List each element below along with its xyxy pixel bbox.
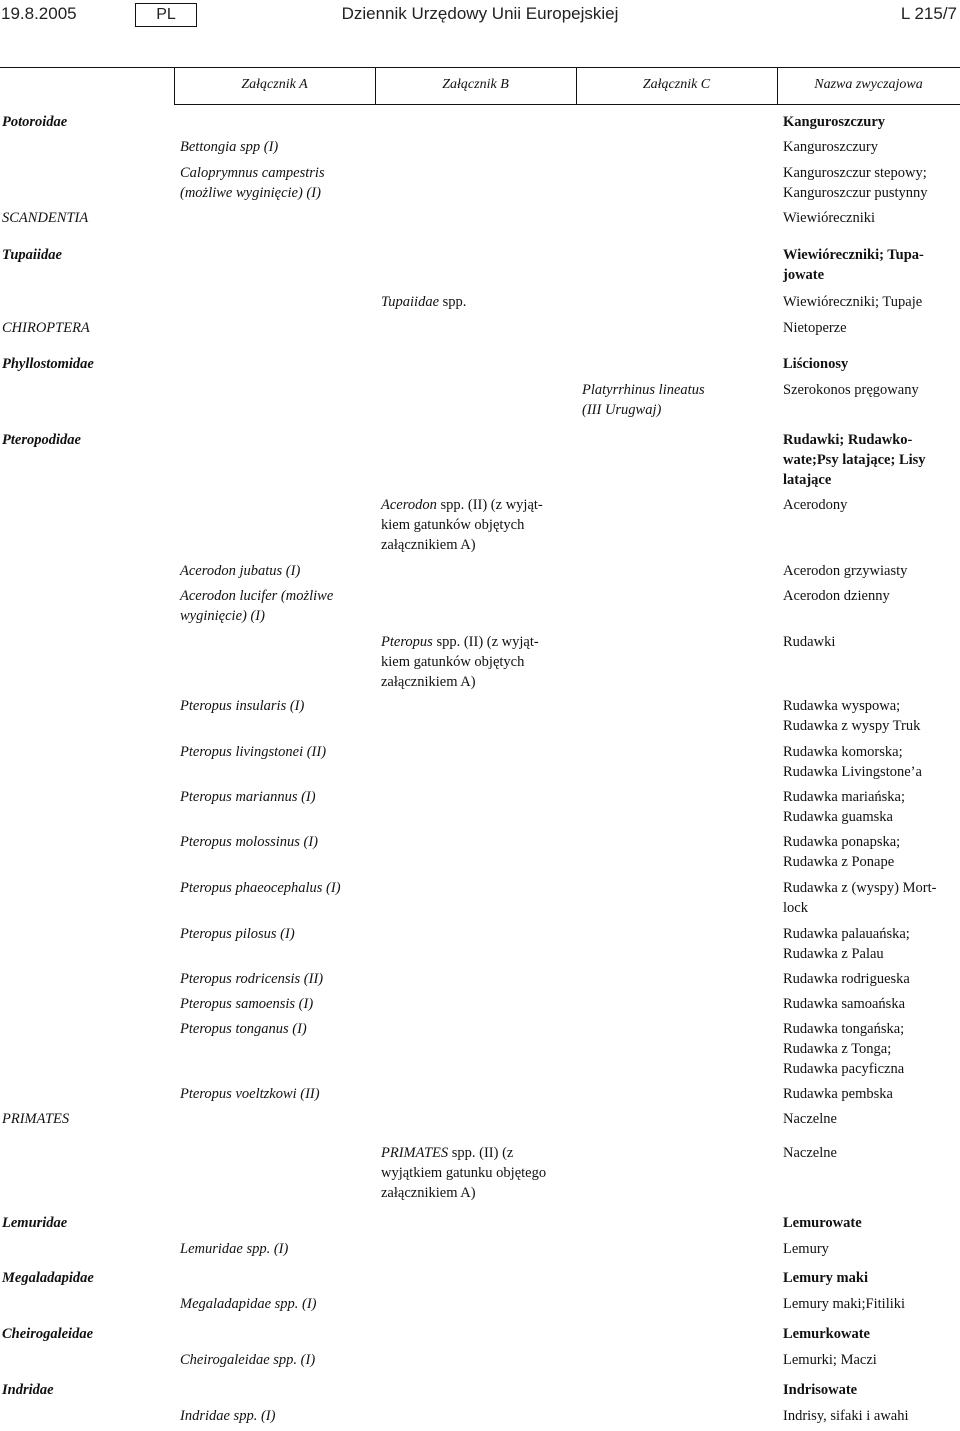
common-name-cell: Lemury maki;Fitiliki bbox=[783, 1296, 906, 1312]
order-name: SCANDENTIA bbox=[2, 210, 89, 226]
annex-a-cell: Bettongia spp (I) bbox=[180, 139, 279, 155]
common-name-cell: Rudawki; Rudawko- wate;Psy latające; Lisy latające bbox=[783, 432, 926, 488]
annex-b-cell: Tupaiidae spp. bbox=[381, 294, 467, 310]
common-name-cell: Wiewióreczniki; Tupa- jowate bbox=[783, 247, 924, 283]
order-name: CHIROPTERA bbox=[2, 320, 90, 336]
family-name: Phyllostomidae bbox=[2, 356, 94, 372]
annex-a-cell: Pteropus tonganus (I) bbox=[180, 1021, 307, 1037]
common-name-cell: Lemury bbox=[783, 1241, 829, 1257]
common-name-cell: Naczelne bbox=[783, 1145, 837, 1161]
annex-a-cell: Caloprymnus campestris (możliwe wyginięcie) (I) bbox=[180, 165, 325, 201]
common-name-cell: Rudawka ponapska; Rudawka z Ponape bbox=[783, 834, 901, 870]
common-name-cell: Rudawka wyspowa; Rudawka z wyspy Truk bbox=[783, 698, 921, 734]
common-name-cell: Lemurkowate bbox=[783, 1326, 870, 1342]
family-name: Indridae bbox=[2, 1382, 54, 1398]
language-box: PL bbox=[135, 3, 197, 27]
table-top-rule bbox=[0, 67, 960, 68]
annex-a-cell: Pteropus pilosus (I) bbox=[180, 926, 295, 942]
annex-a-cell: Pteropus rodricensis (II) bbox=[180, 971, 324, 987]
common-name-cell: Lemurowate bbox=[783, 1215, 862, 1231]
common-name-cell: Liścionosy bbox=[783, 356, 849, 372]
common-name-cell: Nietoperze bbox=[783, 320, 847, 336]
family-name: Tupaiidae bbox=[2, 247, 62, 263]
annex-a-cell: Lemuridae spp. (I) bbox=[180, 1241, 289, 1257]
common-name-cell: Rudawka mariańska; Rudawka guamska bbox=[783, 789, 906, 825]
column-header-common-name: Nazwa zwyczajowa bbox=[814, 77, 923, 92]
common-name-cell: Rudawka pembska bbox=[783, 1086, 893, 1102]
annex-a-cell: Pteropus insularis (I) bbox=[180, 698, 305, 714]
common-name-cell: Wiewióreczniki bbox=[783, 210, 876, 226]
common-name-cell: Rudawka komorska; Rudawka Livingstone’a bbox=[783, 744, 922, 780]
common-name-cell: Rudawka samoańska bbox=[783, 996, 906, 1012]
annex-b-cell: Pteropus spp. (II) (z wyjąt- kiem gatunków objętych załącznikiem A) bbox=[381, 634, 539, 690]
page-header bbox=[0, 0, 960, 36]
common-name-cell: Kanguroszczury bbox=[783, 114, 886, 130]
order-name: PRIMATES bbox=[2, 1111, 70, 1127]
annex-a-cell: Pteropus voeltzkowi (II) bbox=[180, 1086, 320, 1102]
annex-a-cell: Cheirogaleidae spp. (I) bbox=[180, 1352, 316, 1368]
annex-a-cell: Pteropus livingstonei (II) bbox=[180, 744, 327, 760]
common-name-cell: Acerodony bbox=[783, 497, 848, 513]
common-name-cell: Lemurki; Maczi bbox=[783, 1352, 877, 1368]
common-name-cell: Lemury maki bbox=[783, 1270, 868, 1286]
annex-b-cell: Acerodon spp. (II) (z wyjąt- kiem gatunków objętych załącznikiem A) bbox=[381, 497, 543, 553]
common-name-cell: Indrisowate bbox=[783, 1382, 858, 1398]
family-name: Pteropodidae bbox=[2, 432, 81, 448]
column-header-annex-b: Załącznik B bbox=[442, 77, 509, 92]
journal-title: Dziennik Urzędowy Unii Europejskiej bbox=[341, 4, 619, 23]
common-name-cell: Naczelne bbox=[783, 1111, 837, 1127]
family-name: Lemuridae bbox=[2, 1215, 68, 1231]
common-name-cell: Indrisy, sifaki i awahi bbox=[783, 1408, 909, 1424]
common-name-cell: Rudawka tongańska; Rudawka z Tonga; Rudawka pacyficzna bbox=[783, 1021, 905, 1077]
column-header-annex-c: Załącznik C bbox=[642, 77, 711, 92]
column-header-annex-a: Załącznik A bbox=[241, 77, 308, 92]
family-name: Megaladapidae bbox=[2, 1270, 94, 1286]
annex-a-cell: Acerodon jubatus (I) bbox=[180, 563, 301, 579]
common-name-cell: Rudawka rodrigueska bbox=[783, 971, 910, 987]
annex-a-cell: Pteropus samoensis (I) bbox=[180, 996, 314, 1012]
header-date: 19.8.2005 bbox=[1, 4, 77, 23]
common-name-cell: Acerodon grzywiasty bbox=[783, 563, 908, 579]
common-name-cell: Acerodon dzienny bbox=[783, 588, 890, 604]
common-name-cell: Kanguroszczury bbox=[783, 139, 879, 155]
common-name-cell: Wiewióreczniki; Tupaje bbox=[783, 294, 923, 310]
common-name-cell: Kanguroszczur stepowy; Kanguroszczur pustynny bbox=[783, 165, 928, 201]
annex-a-cell: Indridae spp. (I) bbox=[180, 1408, 276, 1424]
family-name: Cheirogaleidae bbox=[2, 1326, 94, 1342]
annex-a-cell: Pteropus phaeocephalus (I) bbox=[180, 880, 341, 896]
annex-b-cell: PRIMATES spp. (II) (z wyjątkiem gatunku objętego załącznikiem A) bbox=[381, 1145, 547, 1201]
annex-a-cell: Pteropus mariannus (I) bbox=[180, 789, 316, 805]
family-name: Potoroidae bbox=[2, 114, 68, 130]
annex-c-cell: Platyrrhinus lineatus (III Urugwaj) bbox=[582, 382, 705, 418]
common-name-cell: Szerokonos pręgowany bbox=[783, 382, 919, 398]
common-name-cell: Rudawki bbox=[783, 634, 836, 650]
annex-a-cell: Acerodon lucifer (możliwe wyginięcie) (I) bbox=[180, 588, 334, 624]
header-bottom-rule bbox=[174, 104, 960, 105]
common-name-cell: Rudawka z (wyspy) Mort- lock bbox=[783, 880, 937, 916]
common-name-cell: Rudawka palauańska; Rudawka z Palau bbox=[783, 926, 910, 962]
annex-a-cell: Pteropus molossinus (I) bbox=[180, 834, 319, 850]
annex-a-cell: Megaladapidae spp. (I) bbox=[180, 1296, 317, 1312]
page-number: L 215/7 bbox=[900, 4, 957, 23]
